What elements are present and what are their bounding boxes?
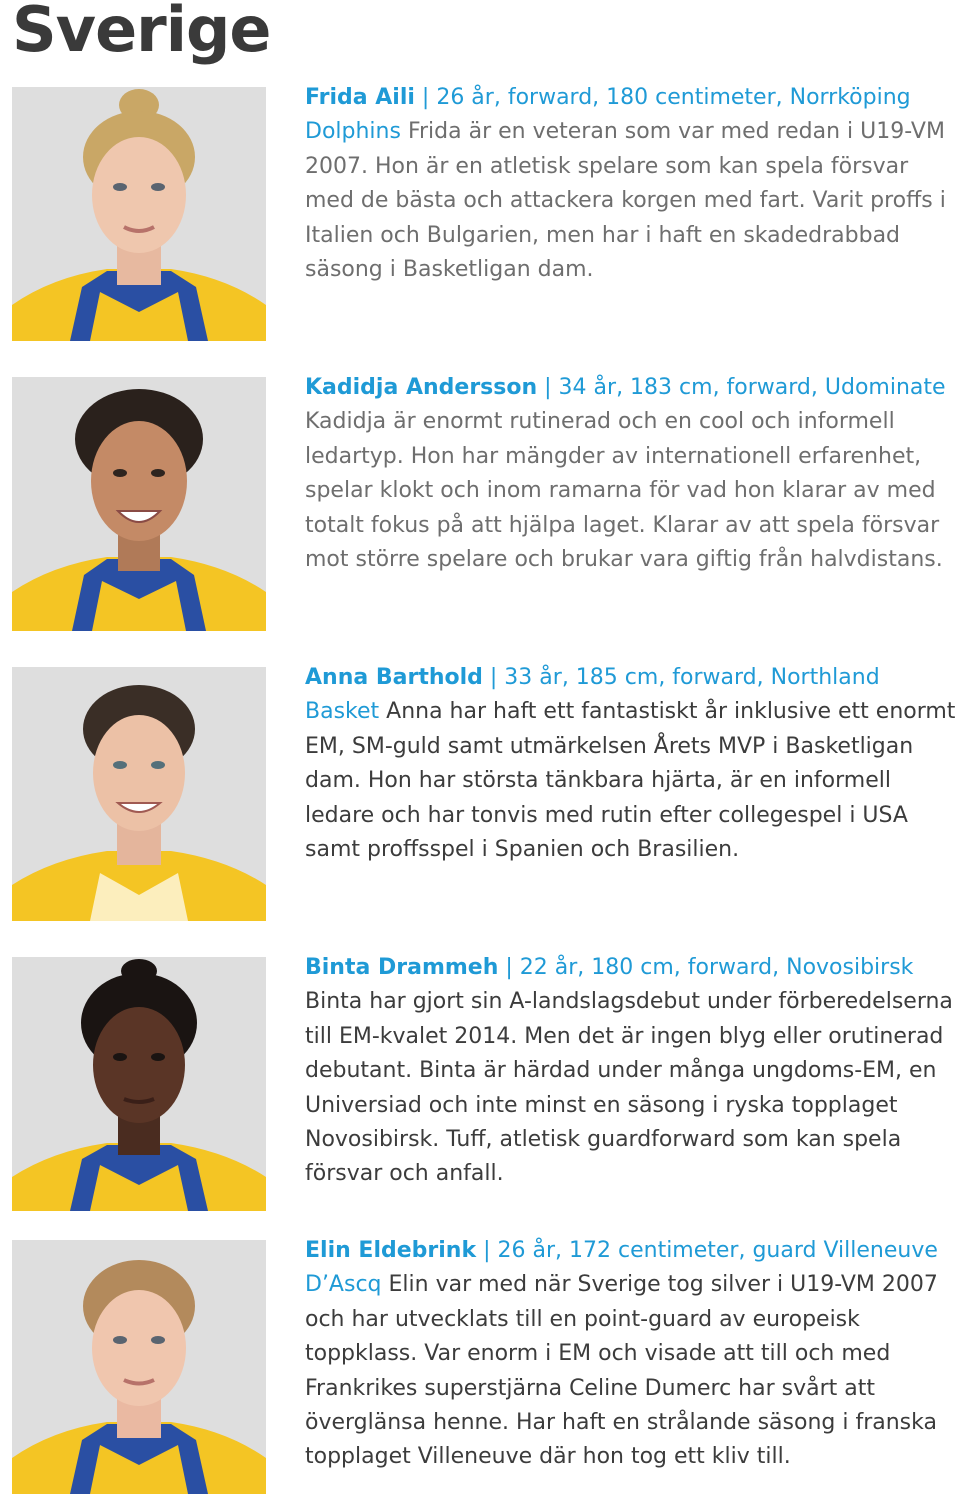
player-photo <box>12 667 266 921</box>
player-card-drammeh <box>0 957 960 1217</box>
portrait-braided-hair <box>12 957 266 1211</box>
portrait-curly-hair <box>12 377 266 631</box>
portrait-light-hair <box>12 1240 266 1494</box>
player-card-barthold <box>0 667 960 927</box>
player-heading <box>305 955 913 980</box>
player-name: Binta Drammeh <box>305 955 499 980</box>
player-card-eldebrink <box>0 1240 960 1500</box>
player-description: Elin var med när Sverige tog silver i U19-VM 2007 och har utvecklats till en point-guard av europeisk toppklass. Var enorm i EM och visade att till och med Frankrikes superstjärna Celine Dumerc har svårt att överglänsa henne. Har haft en strålande säsong i franska topplaget Villeneuve där hon tog ett kliv till. <box>305 1272 938 1470</box>
player-photo <box>12 957 266 1211</box>
player-photo <box>12 377 266 631</box>
player-name: Kadidja Andersson <box>305 375 538 400</box>
player-card-andersson <box>0 377 960 637</box>
player-name: Anna Barthold <box>305 665 483 690</box>
player-bio <box>305 371 957 577</box>
player-description: Kadidja är enormt rutinerad och en cool och informell ledartyp. Hon har mängder av internationell erfarenhet, spelar klokt och inom ramarna för vad hon klarar av med totalt fokus på att hjälpa laget. Klarar av att spela försvar mot större spelare och brukar vara giftig från halvdistans. <box>305 409 943 573</box>
player-bio <box>305 951 957 1192</box>
player-description: Frida är en veteran som var med redan i U19-VM 2007. Hon är en atletisk spelare som kan spela försvar med de bästa och attackera korgen med fart. Varit proffs i Italien och Bulgarien, men har i haft en skadedrabbad säsong i Basketligan dam. <box>305 119 946 283</box>
player-details: | 26 år, 172 centimeter, guard Villeneuve D’Ascq <box>305 1238 938 1298</box>
player-photo <box>12 1240 266 1494</box>
player-name: Elin Eldebrink <box>305 1238 477 1263</box>
player-description: Binta har gjort sin A-landslagsdebut under förberedelserna till EM-kvalet 2014. Men det är ingen blyg eller orutinerad debutant. Binta är härdad under många ungdoms-EM, en Universiad och inte minst en säsong i ryska topplaget Novosibirsk. Tuff, atletisk guardforward som kan spela försvar och anfall. <box>305 989 953 1187</box>
player-details: | 22 år, 180 cm, forward, Novosibirsk <box>498 955 914 980</box>
player-card-aili <box>0 87 960 347</box>
player-description: Anna har haft ett fantastiskt år inklusive ett enormt EM, SM-guld samt utmärkelsen Årets MVP i Basketligan dam. Hon har största tänkbara hjärta, är en informell ledare och har tonvis med rutin efter collegespel i USA samt proffsspel i Spanien och Brasilien. <box>305 699 956 863</box>
player-bio <box>305 661 957 867</box>
player-name: Frida Aili <box>305 85 415 110</box>
page-title: Sverige <box>12 0 271 66</box>
player-details: | 26 år, forward, 180 centimeter, Norrköping Dolphins <box>305 85 911 145</box>
player-heading <box>305 375 946 400</box>
player-bio <box>305 81 957 287</box>
player-photo <box>12 87 266 341</box>
player-details: | 34 år, 183 cm, forward, Udominate <box>537 375 946 400</box>
player-bio <box>305 1234 957 1475</box>
portrait-dark-hair <box>12 667 266 921</box>
portrait-blonde-bun <box>12 87 266 341</box>
player-details: | 33 år, 185 cm, forward, Northland Basket <box>305 665 880 725</box>
